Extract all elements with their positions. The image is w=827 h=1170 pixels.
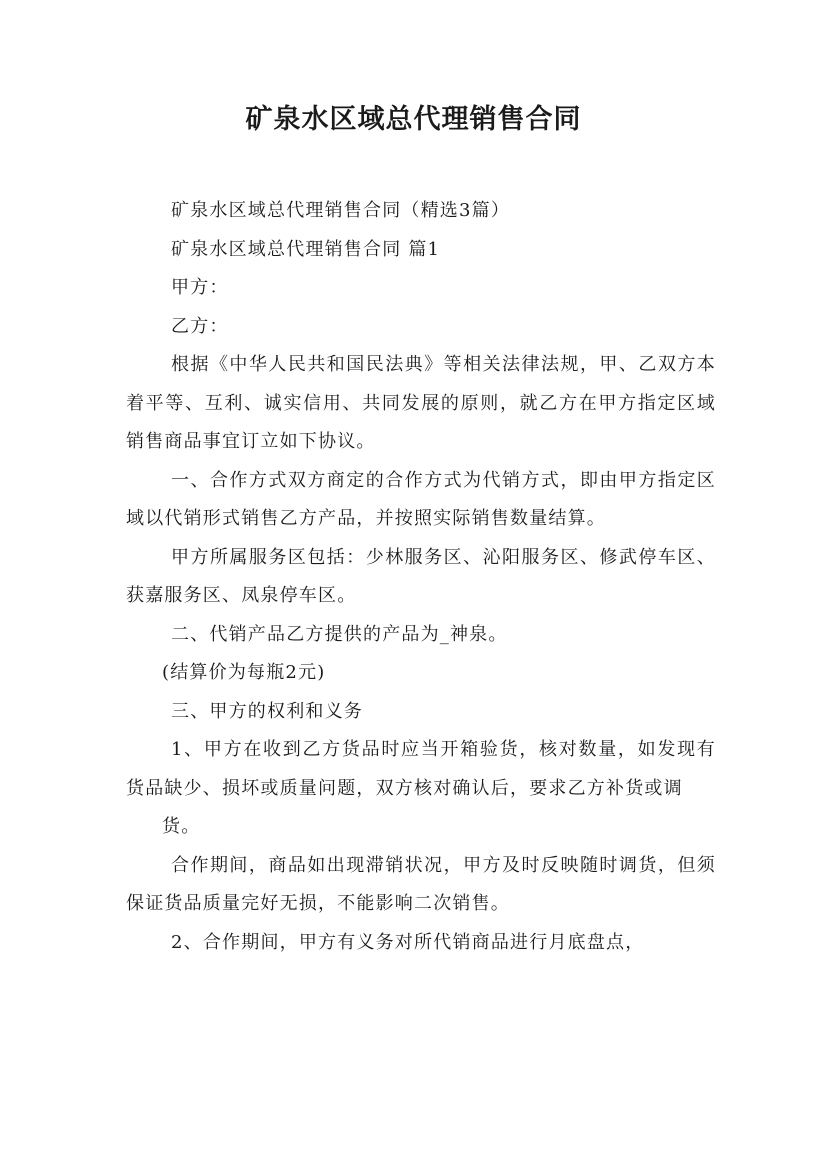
paragraph-service-areas: 甲方所属服务区包括：少林服务区、沁阳服务区、修武停车区、获嘉服务区、凤泉停车区。 (126, 546, 716, 606)
paragraph-party-a-rights-heading: 三、甲方的权利和义务 (171, 700, 363, 722)
paragraph-clause-1: 1、甲方在收到乙方货品时应当开箱验货，核对数量，如发现有货品缺少、损坏或质量问题，双方核对确认后，要求乙方补货或调 (126, 739, 716, 799)
document-body (126, 192, 716, 962)
paragraph-party-b: 乙方： (171, 315, 229, 337)
paragraph-cooperation-method: 一、合作方式双方商定的合作方式为代销方式，即由甲方指定区域以代销形式销售乙方产品，并按照实际销售数量结算。 (126, 469, 716, 529)
paragraph-products: 二、代销产品乙方提供的产品为_神泉。 (171, 623, 508, 645)
paragraph-party-a: 甲方： (171, 277, 229, 298)
paragraph-contract-heading: 矿泉水区域总代理销售合同 篇1 (171, 238, 441, 260)
document-title: 矿泉水区域总代理销售合同 (245, 104, 582, 135)
paragraph-slow-sales: 合作期间，商品如出现滞销状况，甲方及时反映随时调货，但须保证货品质量完好无损，不能影响二次销售。 (126, 854, 716, 914)
paragraph-clause-2: 2、合作期间，甲方有义务对所代销商品进行月底盘点， (171, 931, 645, 953)
paragraph-preamble: 根据《中华人民共和国民法典》等相关法律法规，甲、乙双方本着平等、互利、诚实信用、共同发展的原则，就乙方在甲方指定区域销售商品事宜订立如下协议。 (126, 354, 716, 452)
paragraph-collection-title: 矿泉水区域总代理销售合同（精选3篇） (171, 200, 511, 221)
paragraph-settlement-price: (结算价为每瓶2元) (162, 662, 326, 683)
paragraph-clause-1-continued: 货。 (162, 816, 201, 837)
